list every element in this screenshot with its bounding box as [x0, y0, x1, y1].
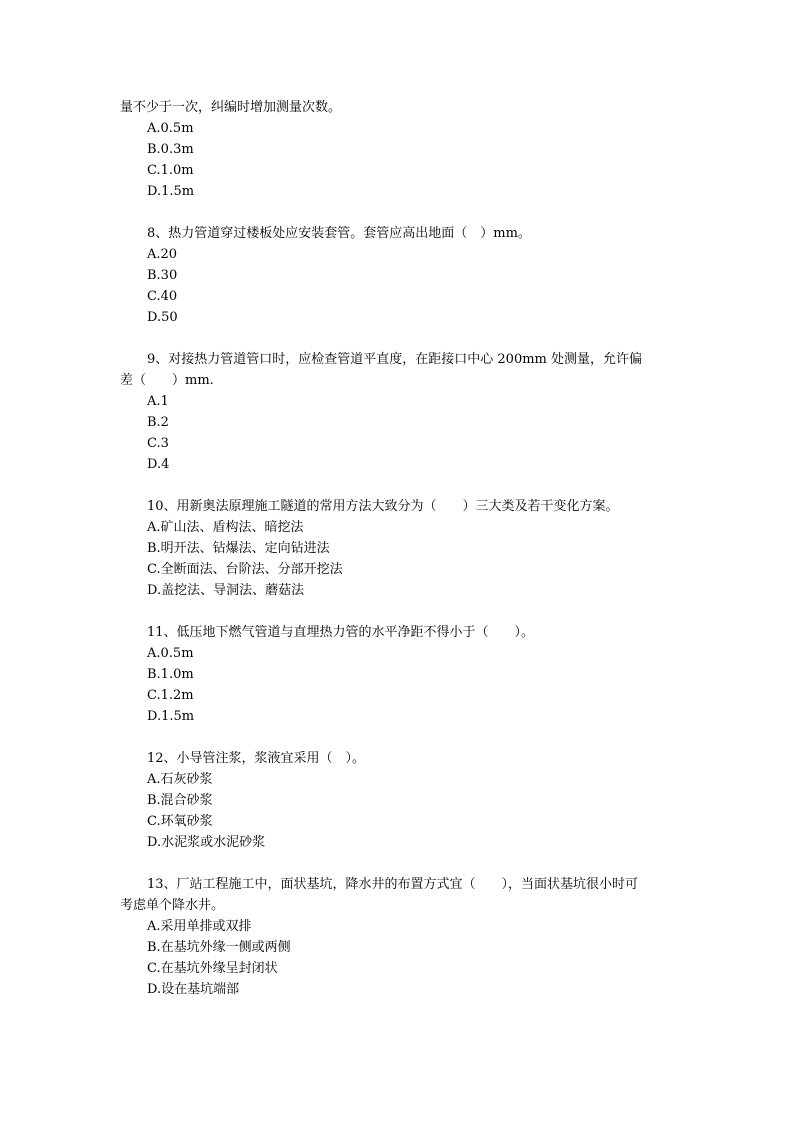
option-c: C.3 [147, 436, 169, 451]
option-b: B.1.0m [147, 667, 194, 682]
option-a: A.采用单排或双排 [147, 919, 252, 934]
option-d: D.水泥浆或水泥砂浆 [147, 835, 266, 850]
option-c: C.环氧砂浆 [147, 814, 213, 829]
question-text-continued: 差（ ）mm. [120, 373, 214, 388]
option-d: D.1.5m [147, 184, 195, 199]
option-a: A.1 [147, 394, 169, 409]
option-a: A.0.5m [147, 646, 194, 661]
question-text-continued: 考虑单个降水井。 [120, 898, 225, 913]
question-text: 8、热力管道穿过楼板处应安装套管。套管应高出地面（ ）mm。 [147, 226, 531, 241]
option-a: A.20 [147, 247, 178, 262]
option-d: D.盖挖法、导洞法、蘑菇法 [147, 583, 305, 598]
option-a: A.石灰砂浆 [147, 772, 213, 787]
option-d: D.50 [147, 310, 178, 325]
question-10 [120, 496, 680, 601]
question-text: 13、厂站工程施工中，面状基坑，降水井的布置方式宜（ ），当面状基坑很小时可 [147, 877, 639, 892]
option-b: B.2 [147, 415, 169, 430]
question-11 [120, 622, 680, 727]
option-b: B.0.3m [147, 142, 194, 157]
option-b: B.30 [147, 268, 178, 283]
question-text: 12、小导管注浆，浆液宜采用（ ）。 [147, 751, 366, 766]
question-12 [120, 748, 680, 853]
option-b: B.在基坑外缘一侧或两侧 [147, 940, 291, 955]
question-9 [120, 349, 680, 475]
option-d: D.1.5m [147, 709, 195, 724]
option-c: C.在基坑外缘呈封闭状 [147, 961, 278, 976]
option-c: C.全断面法、台阶法、分部开挖法 [147, 562, 343, 577]
option-c: C.1.0m [147, 163, 194, 178]
question-7-fragment [120, 97, 680, 202]
question-text: 量不少于一次，纠编时增加测量次数。 [120, 100, 342, 115]
option-d: D.设在基坑端部 [147, 982, 240, 997]
option-a: A.矿山法、盾构法、暗挖法 [147, 520, 304, 535]
question-text: 11、低压地下燃气管道与直埋热力管的水平净距不得小于（ ）。 [147, 625, 535, 640]
question-text: 9、对接热力管道管口时，应检查管道平直度，在距接口中心 200mm 处测量，允许偏 [147, 352, 643, 367]
option-c: C.1.2m [147, 688, 194, 703]
question-text: 10、用新奥法原理施工隧道的常用方法大致分为（ ）三大类及若干变化方案。 [147, 499, 619, 514]
option-b: B.混合砂浆 [147, 793, 213, 808]
option-b: B.明开法、钻爆法、定向钻进法 [147, 541, 330, 556]
question-list [120, 97, 680, 1021]
option-c: C.40 [147, 289, 178, 304]
option-a: A.0.5m [147, 121, 194, 136]
option-d: D.4 [147, 457, 170, 472]
question-13 [120, 874, 680, 1000]
question-8 [120, 223, 680, 328]
